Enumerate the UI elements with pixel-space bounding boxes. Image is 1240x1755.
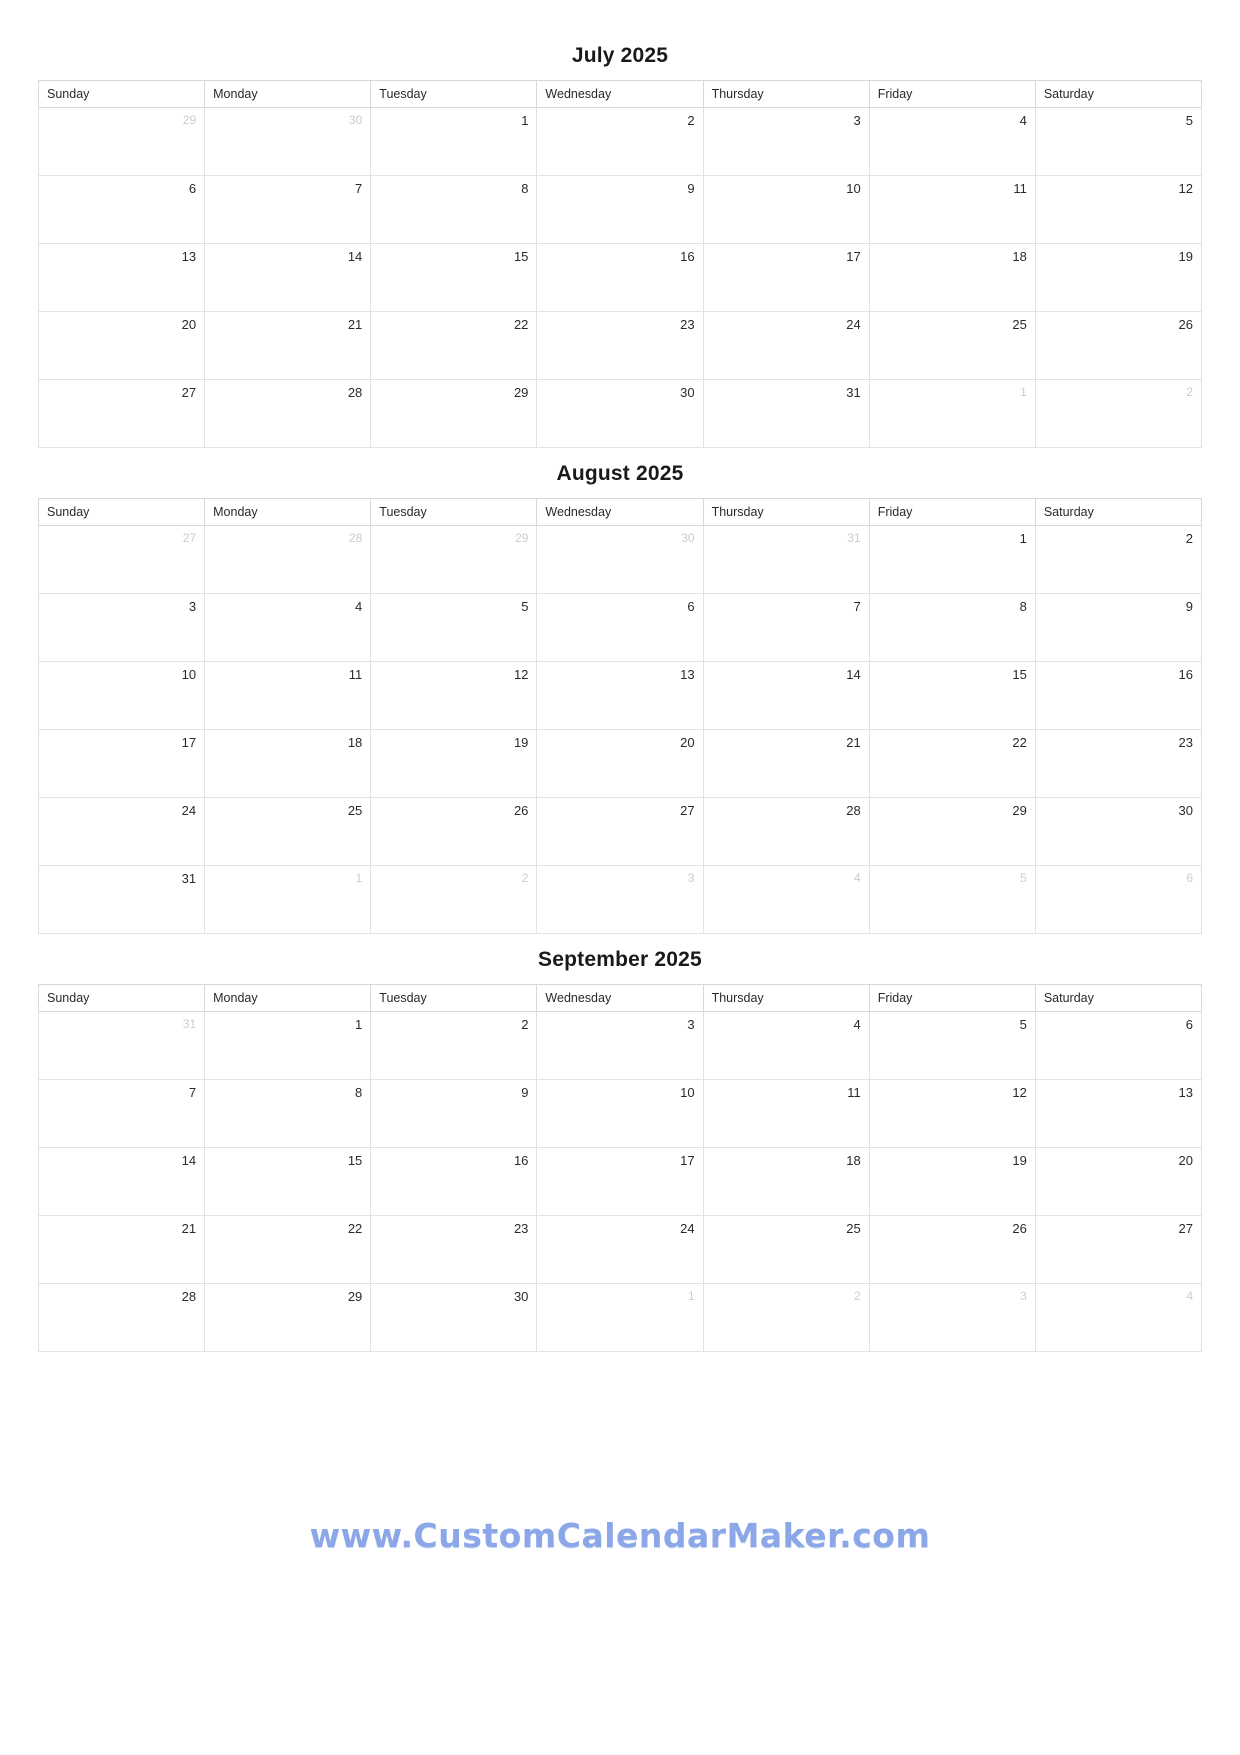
day-cell[interactable]: 6 [537, 594, 703, 662]
weekday-header: Thursday [703, 81, 869, 108]
weekday-header: Sunday [39, 499, 205, 526]
weekday-header: Tuesday [371, 499, 537, 526]
month-block [38, 462, 1202, 934]
day-cell[interactable]: 8 [205, 1080, 371, 1148]
day-cell[interactable]: 11 [703, 1080, 869, 1148]
day-cell[interactable]: 24 [537, 1216, 703, 1284]
week-row [39, 866, 1202, 934]
day-cell[interactable]: 6 [1035, 1012, 1201, 1080]
day-cell[interactable]: 6 [39, 176, 205, 244]
week-row [39, 1216, 1202, 1284]
calendar-table [38, 984, 1202, 1352]
day-cell[interactable]: 20 [39, 312, 205, 380]
day-cell[interactable]: 19 [1035, 244, 1201, 312]
day-cell[interactable]: 8 [869, 594, 1035, 662]
week-row [39, 594, 1202, 662]
day-cell[interactable]: 13 [1035, 1080, 1201, 1148]
day-cell-adjacent-month[interactable]: 29 [371, 526, 537, 594]
day-cell-adjacent-month[interactable]: 29 [39, 108, 205, 176]
day-cell[interactable]: 13 [39, 244, 205, 312]
day-cell[interactable]: 1 [869, 526, 1035, 594]
month-title: August 2025 [556, 462, 684, 485]
day-cell[interactable]: 14 [703, 662, 869, 730]
day-cell[interactable]: 3 [703, 108, 869, 176]
week-row [39, 312, 1202, 380]
week-row [39, 1284, 1202, 1352]
day-cell-adjacent-month[interactable]: 31 [39, 1012, 205, 1080]
day-cell[interactable]: 7 [205, 176, 371, 244]
day-cell[interactable]: 17 [703, 244, 869, 312]
day-cell[interactable]: 29 [869, 798, 1035, 866]
day-cell[interactable]: 25 [869, 312, 1035, 380]
day-cell[interactable]: 2 [537, 108, 703, 176]
day-cell[interactable]: 18 [205, 730, 371, 798]
weekday-header: Wednesday [537, 81, 703, 108]
day-cell[interactable]: 19 [371, 730, 537, 798]
day-cell[interactable]: 7 [39, 1080, 205, 1148]
day-cell[interactable]: 2 [371, 1012, 537, 1080]
day-cell[interactable]: 31 [703, 380, 869, 448]
day-cell-adjacent-month[interactable]: 1 [869, 380, 1035, 448]
day-cell[interactable]: 22 [869, 730, 1035, 798]
weekday-header: Saturday [1035, 499, 1201, 526]
week-row [39, 662, 1202, 730]
day-cell[interactable]: 10 [537, 1080, 703, 1148]
day-cell-adjacent-month[interactable]: 5 [869, 866, 1035, 934]
day-cell-adjacent-month[interactable]: 2 [1035, 380, 1201, 448]
day-cell[interactable]: 27 [537, 798, 703, 866]
day-cell[interactable]: 22 [205, 1216, 371, 1284]
weekday-header: Monday [205, 985, 371, 1012]
day-cell[interactable]: 1 [371, 108, 537, 176]
day-cell[interactable]: 2 [1035, 526, 1201, 594]
day-cell[interactable]: 16 [371, 1148, 537, 1216]
day-cell[interactable]: 23 [1035, 730, 1201, 798]
week-row [39, 526, 1202, 594]
weekday-header: Thursday [703, 499, 869, 526]
day-cell[interactable]: 10 [39, 662, 205, 730]
day-cell[interactable]: 8 [371, 176, 537, 244]
day-cell[interactable]: 27 [39, 380, 205, 448]
day-cell[interactable]: 1 [205, 1012, 371, 1080]
day-cell[interactable]: 21 [205, 312, 371, 380]
day-cell[interactable]: 20 [537, 730, 703, 798]
day-cell[interactable]: 10 [703, 176, 869, 244]
day-cell-adjacent-month[interactable]: 6 [1035, 866, 1201, 934]
day-cell-adjacent-month[interactable]: 4 [703, 866, 869, 934]
page-footer [38, 1516, 1202, 1755]
weekday-header: Tuesday [371, 81, 537, 108]
day-cell-adjacent-month[interactable]: 3 [537, 866, 703, 934]
weekday-header-row [39, 985, 1202, 1012]
calendar-table [38, 80, 1202, 448]
week-row [39, 108, 1202, 176]
month-title: September 2025 [538, 948, 702, 971]
day-cell[interactable]: 3 [537, 1012, 703, 1080]
day-cell[interactable]: 18 [703, 1148, 869, 1216]
week-row [39, 1012, 1202, 1080]
day-cell-adjacent-month[interactable]: 2 [703, 1284, 869, 1352]
weekday-header: Monday [205, 499, 371, 526]
day-cell[interactable]: 11 [205, 662, 371, 730]
day-cell[interactable]: 26 [1035, 312, 1201, 380]
day-cell[interactable]: 30 [371, 1284, 537, 1352]
day-cell[interactable]: 7 [703, 594, 869, 662]
weekday-header: Friday [869, 985, 1035, 1012]
weekday-header: Sunday [39, 81, 205, 108]
day-cell[interactable]: 28 [39, 1284, 205, 1352]
day-cell[interactable]: 23 [371, 1216, 537, 1284]
day-cell[interactable]: 3 [39, 594, 205, 662]
day-cell[interactable]: 14 [205, 244, 371, 312]
week-row [39, 1080, 1202, 1148]
weekday-header: Friday [869, 499, 1035, 526]
day-cell[interactable]: 31 [39, 866, 205, 934]
weekday-header: Sunday [39, 985, 205, 1012]
month-title: July 2025 [571, 44, 669, 67]
day-cell[interactable]: 25 [205, 798, 371, 866]
day-cell[interactable]: 19 [869, 1148, 1035, 1216]
day-cell[interactable]: 5 [1035, 108, 1201, 176]
day-cell-adjacent-month[interactable]: 28 [205, 526, 371, 594]
day-cell[interactable]: 17 [39, 730, 205, 798]
website-watermark: www.CustomCalendarMaker.com [309, 1516, 931, 1555]
day-cell[interactable]: 9 [537, 176, 703, 244]
day-cell[interactable]: 5 [869, 1012, 1035, 1080]
day-cell-adjacent-month[interactable]: 30 [537, 526, 703, 594]
day-cell[interactable]: 5 [371, 594, 537, 662]
week-row [39, 380, 1202, 448]
day-cell[interactable]: 24 [703, 312, 869, 380]
day-cell[interactable]: 30 [1035, 798, 1201, 866]
day-cell[interactable]: 9 [1035, 594, 1201, 662]
week-row [39, 176, 1202, 244]
day-cell[interactable]: 16 [537, 244, 703, 312]
week-row [39, 730, 1202, 798]
day-cell-adjacent-month[interactable]: 1 [205, 866, 371, 934]
weekday-header-row [39, 499, 1202, 526]
day-cell[interactable]: 28 [205, 380, 371, 448]
month-block [38, 948, 1202, 1352]
day-cell[interactable]: 4 [869, 108, 1035, 176]
day-cell[interactable]: 22 [371, 312, 537, 380]
calendar-table [38, 498, 1202, 934]
week-row [39, 798, 1202, 866]
day-cell[interactable]: 17 [537, 1148, 703, 1216]
weekday-header: Saturday [1035, 985, 1201, 1012]
day-cell[interactable]: 12 [869, 1080, 1035, 1148]
weekday-header: Wednesday [537, 499, 703, 526]
day-cell[interactable]: 20 [1035, 1148, 1201, 1216]
months-container [38, 30, 1202, 1352]
day-cell[interactable]: 21 [39, 1216, 205, 1284]
day-cell[interactable]: 15 [371, 244, 537, 312]
weekday-header: Tuesday [371, 985, 537, 1012]
day-cell[interactable]: 16 [1035, 662, 1201, 730]
day-cell[interactable]: 4 [205, 594, 371, 662]
day-cell[interactable]: 15 [205, 1148, 371, 1216]
day-cell[interactable]: 4 [703, 1012, 869, 1080]
day-cell[interactable]: 26 [869, 1216, 1035, 1284]
day-cell[interactable]: 29 [205, 1284, 371, 1352]
day-cell[interactable]: 13 [537, 662, 703, 730]
day-cell-adjacent-month[interactable]: 3 [869, 1284, 1035, 1352]
weekday-header-row [39, 81, 1202, 108]
day-cell[interactable]: 18 [869, 244, 1035, 312]
weekday-header: Thursday [703, 985, 869, 1012]
day-cell-adjacent-month[interactable]: 27 [39, 526, 205, 594]
day-cell[interactable]: 29 [371, 380, 537, 448]
weekday-header: Saturday [1035, 81, 1201, 108]
month-block [38, 44, 1202, 448]
day-cell[interactable]: 15 [869, 662, 1035, 730]
weekday-header: Monday [205, 81, 371, 108]
day-cell[interactable]: 23 [537, 312, 703, 380]
day-cell-adjacent-month[interactable]: 1 [537, 1284, 703, 1352]
week-row [39, 1148, 1202, 1216]
day-cell-adjacent-month[interactable]: 30 [205, 108, 371, 176]
day-cell[interactable]: 28 [703, 798, 869, 866]
weekday-header: Wednesday [537, 985, 703, 1012]
week-row [39, 244, 1202, 312]
day-cell-adjacent-month[interactable]: 31 [703, 526, 869, 594]
day-cell-adjacent-month[interactable]: 4 [1035, 1284, 1201, 1352]
day-cell[interactable]: 26 [371, 798, 537, 866]
day-cell[interactable]: 24 [39, 798, 205, 866]
day-cell[interactable]: 21 [703, 730, 869, 798]
day-cell[interactable]: 12 [371, 662, 537, 730]
day-cell[interactable]: 12 [1035, 176, 1201, 244]
day-cell[interactable]: 27 [1035, 1216, 1201, 1284]
weekday-header: Friday [869, 81, 1035, 108]
day-cell[interactable]: 25 [703, 1216, 869, 1284]
day-cell[interactable]: 9 [371, 1080, 537, 1148]
day-cell[interactable]: 11 [869, 176, 1035, 244]
day-cell[interactable]: 14 [39, 1148, 205, 1216]
day-cell[interactable]: 30 [537, 380, 703, 448]
day-cell-adjacent-month[interactable]: 2 [371, 866, 537, 934]
